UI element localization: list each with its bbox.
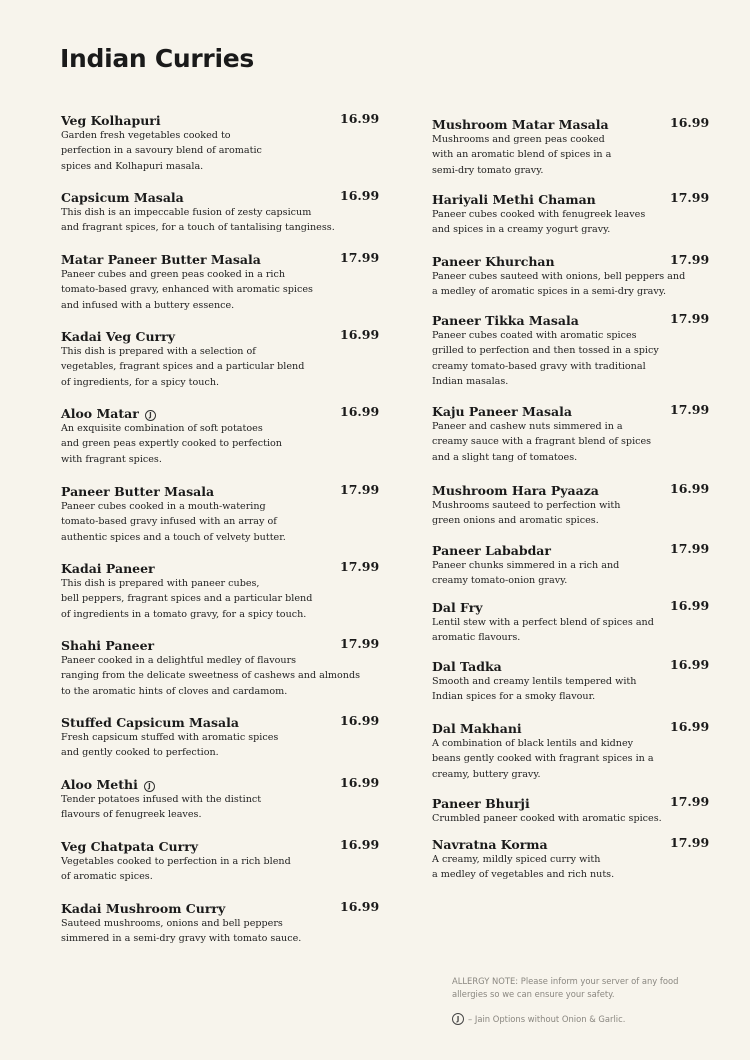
menu-item-description [432,498,710,529]
description-line: bell peppers, fragrant spices and a particular blend [61,593,313,605]
description-line: tomato-based gravy infused with an array of [61,516,277,528]
description-line: of ingredients, for a spicy touch. [61,376,220,388]
menu-item-price: 16.99 [340,404,380,419]
menu-item-header [432,251,710,269]
description-line: a medley of aromatic spices in a semi-dry gravy. [432,286,667,298]
menu-item-name: Paneer Khurchan [432,254,555,269]
menu-item-price: 16.99 [340,713,380,728]
description-line: vegetables, fragrant spices and a particular blend [61,361,305,373]
description-line: Mushrooms sauteed to perfection with [432,500,621,511]
menu-item-name: Paneer Lababdar [432,543,551,558]
menu-item [432,597,710,646]
menu-item-description [61,730,381,761]
description-line: Fresh capsicum stuffed with aromatic spices [61,732,279,743]
description-line: Paneer cubes coated with aromatic spices [432,330,637,341]
description-line: with fragrant spices. [61,453,162,465]
description-line: green onions and aromatic spices. [432,515,599,527]
menu-item [61,558,381,622]
menu-item-description [432,615,710,646]
menu-item-price: 16.99 [340,188,380,203]
menu-item-header [61,403,381,421]
menu-item-name: Veg Kolhapuri [61,113,161,128]
description-line: Paneer and cashew nuts simmered in a [432,421,623,432]
description-line: semi-dry tomato gravy. [432,164,544,176]
jain-icon: J [452,1013,464,1025]
page-title: Indian Curries [60,44,254,73]
menu-item-header [61,712,381,730]
menu-item-price: 16.99 [670,598,710,613]
menu-item-price: 17.99 [340,482,380,497]
menu-item-header [61,635,381,653]
menu-item-header [432,480,710,498]
menu-item [61,774,381,823]
menu-item-description [61,576,381,622]
menu-item [432,114,710,178]
description-line: This dish is prepared with paneer cubes, [61,578,260,589]
description-line: An exquisite combination of soft potatoes [61,423,263,434]
menu-item-header [61,326,381,344]
menu-item [432,540,710,589]
menu-item-header [432,834,710,852]
description-line: aromatic flavours. [432,632,521,644]
menu-item-price: 16.99 [670,719,710,734]
menu-item-name: Kadai Paneer [61,561,155,576]
description-line: Garden fresh vegetables cooked to [61,130,231,141]
menu-item-description [61,128,381,174]
menu-item-name: Dal Makhani [432,721,522,736]
menu-item-price: 16.99 [340,899,380,914]
menu-item-header [61,187,381,205]
menu-item-price: 17.99 [670,190,710,205]
menu-item-header [61,774,381,792]
menu-item [432,251,710,300]
menu-item-header [432,540,710,558]
description-line: creamy sauce with a fragrant blend of spices [432,436,652,448]
menu-item [432,480,710,529]
menu-item-header [61,249,381,267]
menu-item-description [432,852,710,883]
menu-item-price: 17.99 [670,835,710,850]
menu-item-description [61,421,381,467]
menu-item-description [61,267,381,313]
menu-item [432,834,710,883]
menu-item-header [432,656,710,674]
menu-item-header [432,401,710,419]
description-line: to the aromatic hints of cloves and cardamom. [61,685,288,697]
menu-item-header [61,481,381,499]
allergy-note-line: ALLERGY NOTE: Please inform your server of any food [452,976,679,986]
menu-item-price: 17.99 [340,250,380,265]
menu-item [61,712,381,761]
menu-item-name: Paneer Tikka Masala [432,313,579,328]
menu-item-price: 16.99 [340,111,380,126]
description-line: with an aromatic blend of spices in a [432,149,612,161]
menu-item-name: Stuffed Capsicum Masala [61,715,239,730]
menu-item-name: Dal Tadka [432,659,502,674]
menu-item-description [61,653,381,699]
menu-item [61,110,381,174]
menu-item-header [61,898,381,916]
menu-item [61,187,381,236]
menu-item [61,898,381,947]
description-line: A creamy, mildly spiced curry with [432,854,601,865]
menu-item-name: Hariyali Methi Chaman [432,192,596,207]
menu-item-name: Dal Fry [432,600,483,615]
menu-item-description [432,558,710,589]
description-line: This dish is an impeccable fusion of zesty capsicum [61,207,312,218]
menu-item-name: Kadai Mushroom Curry [61,901,226,916]
menu-item-header [61,836,381,854]
description-line: flavours of fenugreek leaves. [61,809,202,821]
description-line: and gently cooked to perfection. [61,747,219,759]
menu-item-price: 17.99 [340,636,380,651]
description-line: Lentil stew with a perfect blend of spices and [432,617,654,628]
menu-item-header [432,114,710,132]
menu-item-price: 16.99 [670,657,710,672]
description-line: This dish is prepared with a selection of [61,346,256,357]
menu-item-header [432,189,710,207]
menu-item-price: 16.99 [340,837,380,852]
menu-item-description [432,269,710,300]
menu-item [61,836,381,885]
description-line: Crumbled paneer cooked with aromatic spices. [432,813,662,824]
menu-item-header [432,597,710,615]
menu-item-name: Shahi Paneer [61,638,155,653]
menu-item-name: Paneer Bhurji [432,796,530,811]
description-line: Paneer cubes cooked in a mouth-watering [61,501,266,512]
description-line: Paneer cooked in a delightful medley of flavours [61,655,297,666]
menu-item-description [61,792,381,823]
description-line: creamy, buttery gravy. [432,768,541,780]
description-line: of ingredients in a tomato gravy, for a spicy touch. [61,608,307,620]
menu-item [432,401,710,465]
menu-item-price: 17.99 [670,794,710,809]
menu-item-description [61,854,381,885]
menu-item-description [432,419,710,465]
menu-item [432,793,710,826]
description-line: and green peas expertly cooked to perfection [61,438,282,450]
menu-item-description [432,811,710,826]
menu-item-price: 17.99 [670,402,710,417]
menu-item-name: Mushroom Hara Pyaaza [432,483,599,498]
menu-item-header [61,558,381,576]
menu-item-description [61,499,381,545]
menu-item-description [432,674,710,705]
menu-item-name: Kadai Veg Curry [61,329,175,344]
description-line: a medley of vegetables and rich nuts. [432,869,615,881]
menu-item [61,326,381,390]
menu-item-name: Paneer Butter Masala [61,484,215,499]
menu-item-price: 17.99 [670,311,710,326]
menu-item-price: 16.99 [670,115,710,130]
menu-item-price: 16.99 [340,327,380,342]
description-line: Indian spices for a smoky flavour. [432,691,596,703]
menu-item [432,718,710,782]
menu-item-description [432,132,710,178]
menu-item-price: 17.99 [670,252,710,267]
menu-item-price: 17.99 [670,541,710,556]
menu-item [61,403,381,467]
menu-item-name: Matar Paneer Butter Masala [61,252,261,267]
description-line: Paneer cubes cooked with fenugreek leaves [432,209,646,220]
description-line: Paneer chunks simmered in a rich and [432,560,620,571]
menu-item-price: 16.99 [340,775,380,790]
description-line: creamy tomato-onion gravy. [432,575,568,587]
description-line: Paneer cubes and green peas cooked in a rich [61,269,286,280]
menu-item-name: Mushroom Matar Masala [432,117,609,132]
menu-item [61,635,381,699]
description-line: authentic spices and a touch of velvety butter. [61,531,286,543]
menu-item-price: 16.99 [670,481,710,496]
menu-item [61,481,381,545]
menu-item-price: 17.99 [340,559,380,574]
menu-item-name: Navratna Korma [432,837,548,852]
allergy-note-line: allergies so we can ensure your safety. [452,989,615,999]
description-line: and spices in a creamy yogurt gravy. [432,224,611,236]
menu-item-description [61,344,381,390]
menu-item [61,249,381,313]
menu-item-header [61,110,381,128]
description-line: and a slight tang of tomatoes. [432,451,578,463]
description-line: perfection in a savoury blend of aromatic [61,145,262,157]
menu-item-description [61,916,381,947]
description-line: Mushrooms and green peas cooked [432,134,605,145]
description-line: spices and Kolhapuri masala. [61,160,204,172]
description-line: creamy tomato-based gravy with traditional [432,360,646,372]
description-line: Smooth and creamy lentils tempered with [432,676,637,687]
description-line: Paneer cubes sauteed with onions, bell peppers and [432,271,686,282]
description-line: Tender potatoes infused with the distinct [61,794,262,805]
description-line: tomato-based gravy, enhanced with aromatic spices [61,284,313,296]
menu-item-name: Aloo Methi [61,777,138,792]
menu-item-description [432,328,710,389]
menu-item-header [432,310,710,328]
menu-item-description [432,736,710,782]
description-line: Sauteed mushrooms, onions and bell peppers [61,918,283,929]
menu-item-header [432,793,710,811]
menu-item-name: Kaju Paneer Masala [432,404,572,419]
description-line: and infused with a buttery essence. [61,299,235,311]
menu-item-description [432,207,710,238]
menu-item-name: Veg Chatpata Curry [61,839,199,854]
description-line: simmered in a semi-dry gravy with tomato sauce. [61,933,302,945]
menu-item-description [61,205,381,236]
menu-item-header [432,718,710,736]
menu-item-name: Capsicum Masala [61,190,184,205]
jain-icon: J [145,410,156,421]
menu-item [432,189,710,238]
menu-item-name: Aloo Matar [61,406,139,421]
jain-icon: J [144,781,155,792]
description-line: ranging from the delicate sweetness of cashews and almonds [61,670,361,682]
description-line: grilled to perfection and then tossed in a spicy [432,345,659,357]
description-line: beans gently cooked with fragrant spices in a [432,753,654,765]
menu-item [432,656,710,705]
menu-item [432,310,710,389]
description-line: A combination of black lentils and kidney [432,738,634,749]
description-line: Vegetables cooked to perfection in a rich blend [61,856,291,867]
description-line: Indian masalas. [432,375,509,387]
jain-legend-text: – Jain Options without Onion & Garlic. [468,1014,626,1024]
description-line: of aromatic spices. [61,871,153,883]
description-line: and fragrant spices, for a touch of tantalising tanginess. [61,222,335,234]
allergy-note [452,975,712,1001]
jain-legend [452,1012,712,1026]
